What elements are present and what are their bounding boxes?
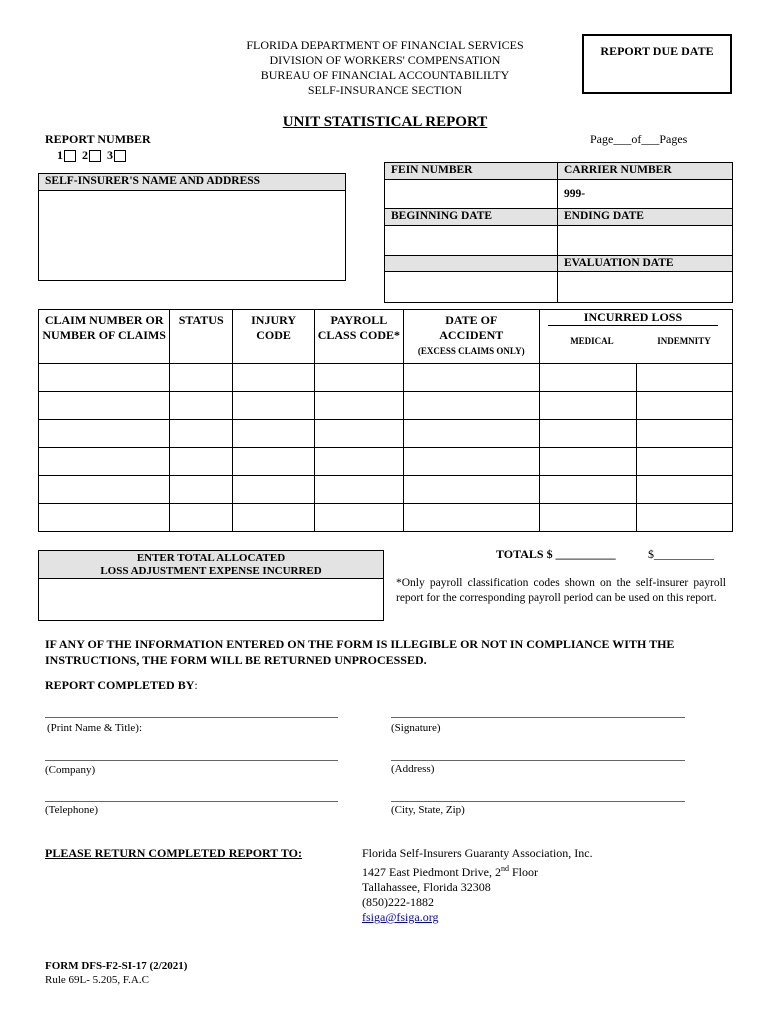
ending-date-label: ENDING DATE (558, 209, 732, 225)
report-number-1-checkbox[interactable] (64, 150, 76, 162)
alae-field[interactable] (39, 579, 383, 620)
email-link[interactable]: fsiga@fsiga.org (362, 910, 439, 924)
agency-line: FLORIDA DEPARTMENT OF FINANCIAL SERVICES (246, 38, 524, 52)
rule-reference: Rule 69L- 5.205, F.A.C (45, 974, 149, 986)
table-row (39, 504, 733, 532)
alae-label: ENTER TOTAL ALLOCATED LOSS ADJUSTMENT EXPENSE INCURRED (39, 551, 383, 579)
report-number-3-checkbox[interactable] (114, 150, 126, 162)
option-label: 2 (82, 148, 88, 162)
carrier-field[interactable]: 999- (564, 188, 586, 200)
signature-line[interactable] (391, 717, 685, 718)
report-number-label: REPORT NUMBER (45, 132, 151, 146)
blank-label-cell (385, 256, 558, 271)
evaluation-date-label: EVALUATION DATE (558, 256, 732, 271)
page-title: UNIT STATISTICAL REPORT (282, 114, 488, 130)
alae-box (38, 550, 384, 621)
city-state-zip-line[interactable] (391, 801, 685, 802)
evaluation-date-field[interactable] (558, 272, 732, 302)
totals-second[interactable]: $__________ (648, 547, 714, 561)
date-note: (EXCESS CLAIMS ONLY) (417, 346, 525, 356)
col-indemnity: INDEMNITY (657, 336, 711, 346)
table-row (39, 420, 733, 448)
report-number-options (57, 148, 132, 163)
col-incurred-loss: INCURRED LOSS MEDICAL INDEMNITY (539, 310, 732, 364)
telephone-label: (Telephone) (45, 804, 98, 816)
phone: (850)222-1882 (362, 895, 434, 909)
table-row (39, 476, 733, 504)
insurer-label: SELF-INSURER'S NAME AND ADDRESS (39, 174, 345, 191)
page-count: Page___of___Pages (590, 132, 688, 146)
info-grid (384, 162, 733, 303)
report-due-date-box[interactable] (582, 34, 732, 94)
totals-label[interactable]: TOTALS $ __________ (496, 547, 616, 561)
claims-header-row (39, 310, 733, 364)
signature-label: (Signature) (391, 722, 441, 734)
completed-by-label: REPORT COMPLETED BY: (45, 678, 198, 692)
beginning-date-field[interactable] (385, 226, 558, 255)
blank-field-cell (385, 272, 558, 302)
col-claim-number: CLAIM NUMBER OR NUMBER OF CLAIMS (39, 310, 170, 364)
print-name-label: (Print Name & Title): (47, 722, 143, 734)
col-status: STATUS (170, 310, 233, 364)
col-date-of-accident: DATE OF ACCIDENT (EXCESS CLAIMS ONLY) (403, 310, 539, 364)
table-row (39, 364, 733, 392)
beginning-date-label: BEGINNING DATE (385, 209, 558, 225)
org-name: Florida Self-Insurers Guaranty Association, Inc. (362, 846, 593, 860)
city-state-zip: Tallahassee, Florida 32308 (362, 880, 491, 894)
company-label: (Company) (45, 764, 96, 776)
report-due-date-label: REPORT DUE DATE (600, 44, 714, 58)
agency-line: DIVISION OF WORKERS' COMPENSATION (269, 53, 501, 67)
option-label: 3 (107, 148, 113, 162)
return-address (362, 846, 593, 925)
carrier-label: CARRIER NUMBER (558, 163, 732, 179)
footnote: *Only payroll classification codes shown on the self-insurer payroll report for the corresponding payroll period can be used on this report. (396, 577, 726, 604)
report-number-2-checkbox[interactable] (89, 150, 101, 162)
col-medical: MEDICAL (570, 336, 614, 346)
table-row (39, 392, 733, 420)
insurer-name-address-field[interactable] (39, 191, 345, 280)
company-line[interactable] (45, 760, 338, 761)
claims-table (38, 309, 733, 532)
col-payroll-class: PAYROLL CLASS CODE* (315, 310, 403, 364)
print-name-line[interactable] (45, 717, 338, 718)
col-injury-code: INJURY CODE (233, 310, 315, 364)
agency-line: SELF-INSURANCE SECTION (307, 83, 463, 97)
address-label: (Address) (391, 763, 435, 775)
form-id: FORM DFS-F2-SI-17 (2/2021) (45, 960, 188, 972)
warning-text: IF ANY OF THE INFORMATION ENTERED ON THE FORM IS ILLEGIBLE OR NOT IN COMPLIANCE WITH THE INSTRUCTIONS, THE FORM WILL BE RETURNED UNPROCESSED. (45, 637, 675, 667)
agency-line: BUREAU OF FINANCIAL ACCOUNTABILILTY (260, 68, 510, 82)
street-address: 1427 East Piedmont Drive, 2nd Floor (362, 864, 538, 879)
fein-label: FEIN NUMBER (385, 163, 558, 179)
option-label: 1 (57, 148, 63, 162)
fein-field[interactable] (385, 180, 558, 208)
city-state-zip-label: (City, State, Zip) (391, 804, 465, 816)
telephone-line[interactable] (45, 801, 338, 802)
address-line[interactable] (391, 760, 685, 761)
ending-date-field[interactable] (558, 226, 732, 255)
agency-header (190, 38, 580, 98)
table-row (39, 448, 733, 476)
insurer-box (38, 173, 346, 281)
return-to-label: PLEASE RETURN COMPLETED REPORT TO: (45, 846, 302, 860)
